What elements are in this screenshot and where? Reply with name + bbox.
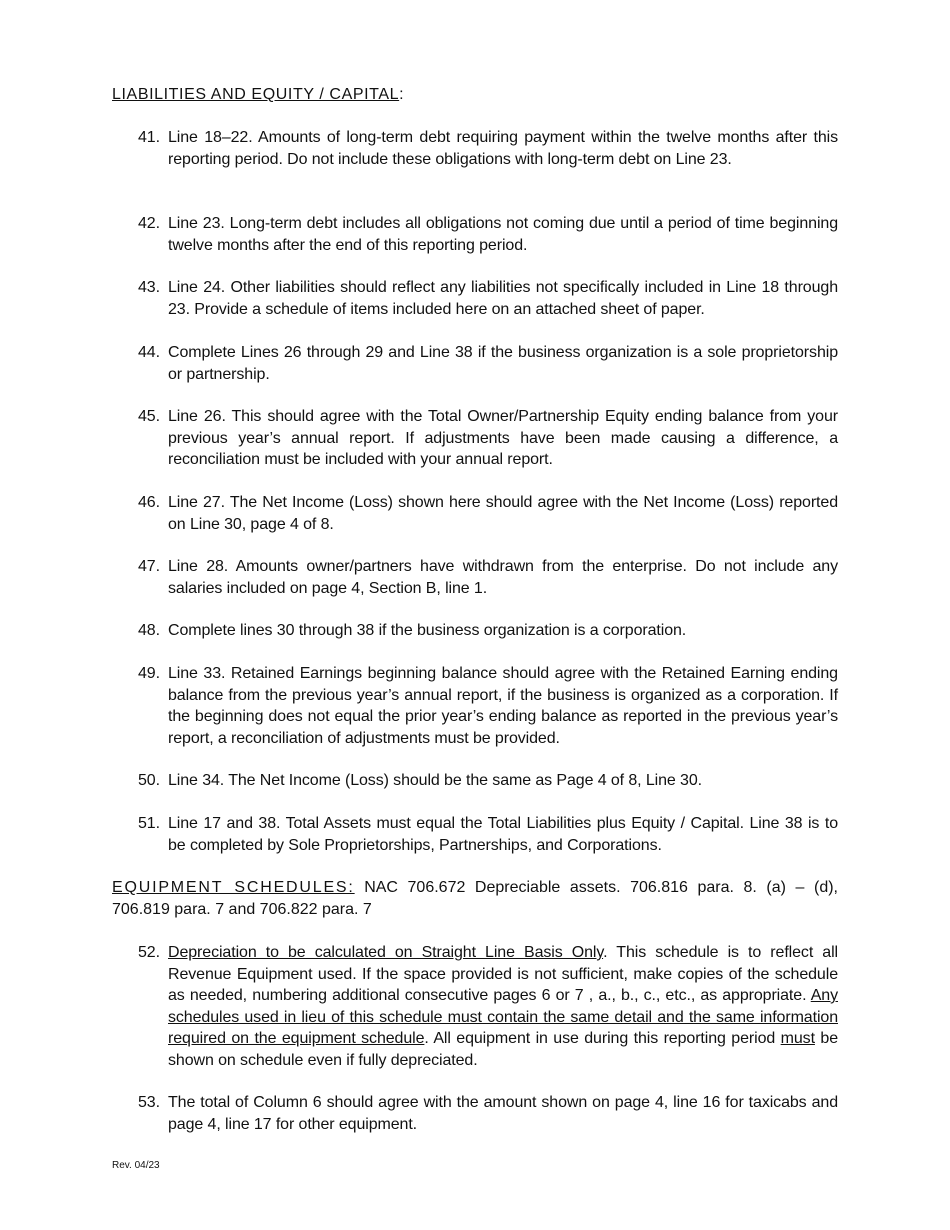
item-number: 47. [138,558,160,575]
schedule-requirement-note: Any schedules used in lieu of this schedule must contain the same detail and the same information required on the equipment schedule [168,987,838,1047]
depreciation-note: Depreciation to be calculated on Straight Line Basis Only [168,944,604,961]
item-text [168,942,838,1071]
list-item [138,556,838,599]
item-text: Line 17 and 38. Total Assets must equal the Total Liabilities plus Equity / Capital. Line 38 is to be completed by Sole Proprietorships, Partnerships, and Corporations. [168,815,838,854]
item-text: Line 18–22. Amounts of long-term debt requiring payment within the twelve months after this reporting period. Do not include these obligations with long-term debt on Line 23. [168,129,838,168]
item-number: 52. [138,944,160,961]
list-item [138,342,838,385]
item-text: The total of Column 6 should agree with the amount shown on page 4, line 16 for taxicabs and page 4, line 17 for other equipment. [168,1094,838,1133]
list-item [138,492,838,535]
item-text-part: . All equipment in use during this reporting period [424,1030,781,1047]
item-number: 48. [138,622,160,639]
item-number: 46. [138,494,160,511]
item-number: 43. [138,279,160,296]
list-item [138,620,838,642]
item-text: Complete Lines 26 through 29 and Line 38 if the business organization is a sole proprietorship or partnership. [168,344,838,383]
list-item [138,663,838,749]
item-text: Line 27. The Net Income (Loss) shown here should agree with the Net Income (Loss) reported on Line 30, page 4 of 8. [168,494,838,533]
item-number: 41. [138,129,160,146]
item-number: 44. [138,344,160,361]
item-number: 53. [138,1094,160,1111]
item-text: Complete lines 30 through 38 if the business organization is a corporation. [168,622,687,639]
list-item [138,277,838,320]
list-item [138,127,838,170]
section-heading-colon: : [399,86,405,103]
item-number: 42. [138,215,160,232]
item-text: Line 34. The Net Income (Loss) should be the same as Page 4 of 8, Line 30. [168,772,702,789]
item-text: Line 26. This should agree with the Total Owner/Partnership Equity ending balance from your previous year’s annual report. If adjustments have been made causing a difference, a reconciliation must be included with your annual report. [168,408,838,468]
item-number: 49. [138,665,160,682]
item-text-part: . This schedule is to reflect all Revenue Equipment used. If the space provided is not sufficient, make copies of the schedule as needed, numbering additional consecutive pages 6 or 7 , a., b., c., etc., as appropriate. [168,944,839,1004]
section-heading-text: LIABILITIES AND EQUITY / CAPITAL [112,86,400,103]
list-item [138,406,838,471]
item-text: Line 23. Long-term debt includes all obligations not coming due until a period of time beginning twelve months after the end of this reporting period. [168,215,838,254]
must-emphasis: must [780,1030,815,1047]
list-item [138,770,838,792]
revision-footer: Rev. 04/23 [112,1160,160,1171]
list-item [138,213,838,256]
section-heading-liabilities [112,86,404,104]
item-number: 51. [138,815,160,832]
item-text: Line 24. Other liabilities should reflect any liabilities not specifically included in Line 18 through 23. Provide a schedule of items included here on an attached sheet of paper. [168,279,838,318]
item-text: Line 28. Amounts owner/partners have withdrawn from the enterprise. Do not include any salaries included on page 4, Section B, line 1. [168,558,838,597]
item-text: Line 33. Retained Earnings beginning balance should agree with the Retained Earning ending balance from the previous year’s annual report, if the business is organized as a corporation. If the beginning does not equal the prior year’s ending balance as reported in the previous year’s report, a reconciliation of adjustments must be provided. [168,665,838,747]
list-item [138,942,838,1071]
equipment-schedules-text: NAC 706.672 Depreciable assets. 706.816 para. 8. (a) – (d), 706.819 para. 7 and 706.822 para. 7 [112,879,838,918]
item-text-part: be shown on schedule even if fully depreciated. [168,1030,838,1069]
list-item [138,1092,838,1135]
item-number: 50. [138,772,160,789]
item-number: 45. [138,408,160,425]
equipment-schedules-paragraph [112,877,838,921]
equipment-schedules-heading: EQUIPMENT SCHEDULES: [112,879,355,896]
list-item [138,813,838,856]
